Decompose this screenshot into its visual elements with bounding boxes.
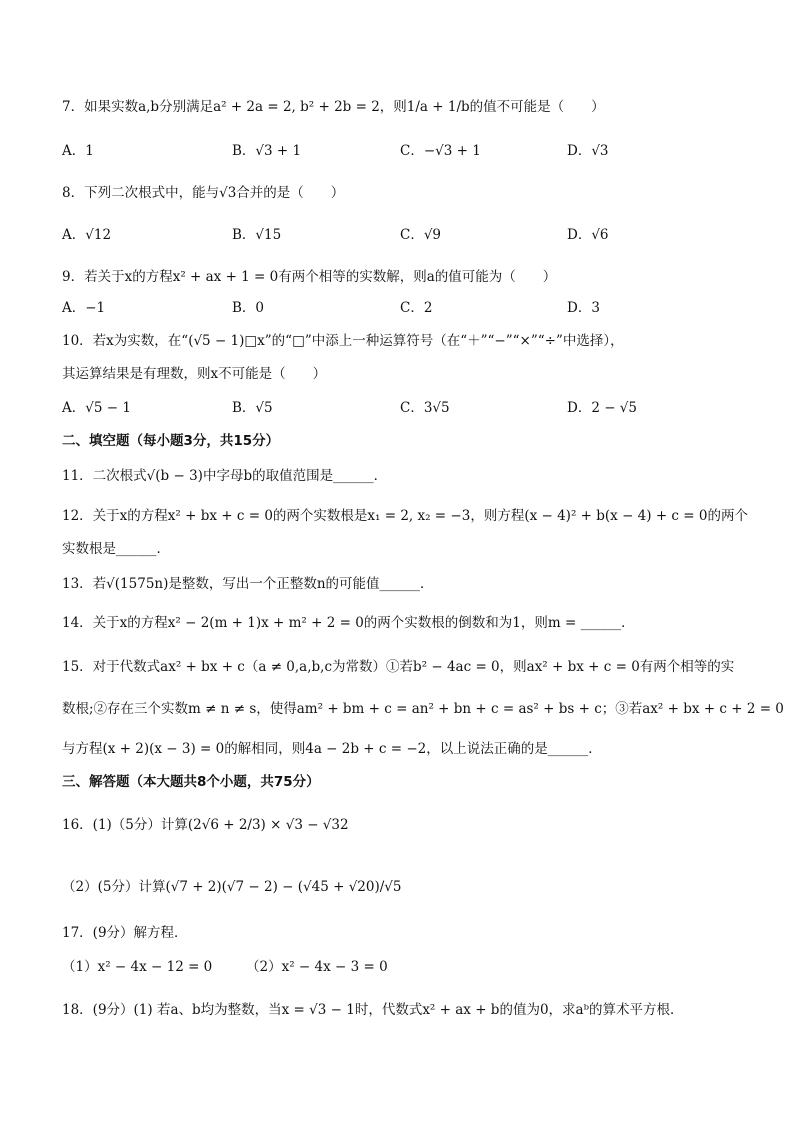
section2-heading: 二、填空题（每小题3分，共15分） [62,433,280,449]
q10-stem-line2: 其运算结果是有理数，则x不可能是（ ） [62,366,327,382]
q7-option-d: D．√3 [567,143,609,159]
q9-option-d: D．3 [567,300,600,316]
q9-option-c: C．2 [400,300,433,316]
q17-stem: 17．(9分）解方程． [62,925,188,941]
q12-line2: 实数根是______． [62,541,170,557]
q10-options [62,398,742,418]
q7-option-b: B．√3 + 1 [232,143,302,159]
q7-option-a: A．1 [62,143,94,159]
q11: 11．二次根式√(b − 3)中字母b的取值范围是______． [62,468,388,484]
q18-stem: 18．(9分）(1) 若a、b均为整数，当x = √3 − 1时，代数式x² + ax + b的值为0，求aᵇ的算术平方根． [62,1002,684,1018]
q9-option-a: A．−1 [62,300,106,316]
q7-stem: 7．如果实数a,b分别满足a² + 2a = 2, b² + 2b = 2，则1/a + 1/b的值不可能是（ ） [62,99,605,115]
q17-parts: （1）x² − 4x − 12 = 0 （2）x² − 4x − 3 = 0 [62,959,388,975]
q8-option-d: D．√6 [567,227,609,243]
q15-line3: 与方程(x + 2)(x − 3) = 0的解相同，则4a − 2b + c = −2，以上说法正确的是______． [62,741,602,757]
q10-stem-line1: 10．若x为实数，在“(√5 − 1)□x”的“□”中添上一种运算符号（在“＋”“−”“×”“÷”中选择）， [62,333,624,349]
q7-options [62,141,742,161]
q7-option-c: C．−√3 + 1 [400,143,481,159]
q9-option-b: B．0 [232,300,265,316]
q8-option-b: B．√15 [232,227,282,243]
section3-heading: 三、解答题（本大题共8个小题，共75分） [62,774,320,790]
q10-option-a: A．√5 − 1 [62,400,131,416]
q8-options [62,225,742,245]
q13: 13．若√(1575n)是整数，写出一个正整数n的可能值______． [62,576,434,592]
q9-options [62,298,742,318]
q12-line1: 12．关于x的方程x² + bx + c = 0的两个实数根是x₁ = 2, x₂ = −3，则方程(x − 4)² + b(x − 4) + c = 0的两个 [62,508,748,524]
q15-line2: 数根;②存在三个实数m ≠ n ≠ s，使得am² + bm + c = an² + bn + c = as² + bs + c；③若ax² + bx + c + 2 = 0 [62,701,784,717]
q9-stem: 9．若关于x的方程x² + ax + 1 = 0有两个相等的实数解，则a的值可能为（ ） [62,269,557,285]
q16-part2: （2）(5分）计算(√7 + 2)(√7 − 2) − (√45 + √20)/√5 [62,879,402,895]
q10-option-b: B．√5 [232,400,273,416]
q8-option-c: C．√9 [400,227,442,243]
q15-line1: 15．对于代数式ax² + bx + c（a ≠ 0,a,b,c为常数）①若b² − 4ac = 0，则ax² + bx + c = 0有两个相等的实 [62,659,735,675]
q8-stem: 8．下列二次根式中，能与√3合并的是（ ） [62,185,345,201]
q16-part1: 16．(1)（5分）计算(2√6 + 2/3) × √3 − √32 [62,817,349,833]
q14: 14．关于x的方程x² − 2(m + 1)x + m² + 2 = 0的两个实数根的倒数和为1，则m = ______． [62,615,635,631]
q8-option-a: A．√12 [62,227,112,243]
q10-option-d: D．2 − √5 [567,400,637,416]
q10-option-c: C．3√5 [400,400,450,416]
